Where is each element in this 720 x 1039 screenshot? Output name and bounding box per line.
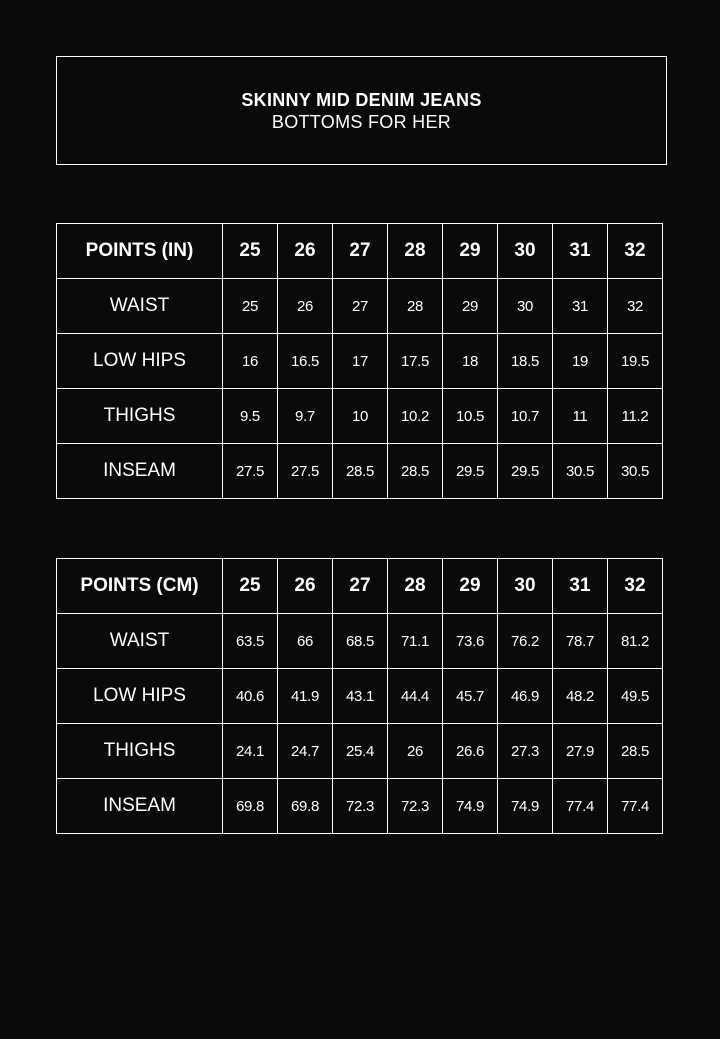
title-box [56,56,667,165]
measurement-value: 10.5 [443,389,498,444]
measurement-value: 69.8 [278,779,333,834]
measurement-value: 18.5 [498,334,553,389]
measurement-value: 28.5 [388,444,443,499]
size-header-cell: 32 [608,559,663,614]
measurement-value: 9.7 [278,389,333,444]
measurement-value: 81.2 [608,614,663,669]
points-header-cell: POINTS (CM) [57,559,223,614]
measurement-label: THIGHS [57,724,223,779]
measurement-value: 66 [278,614,333,669]
measurement-value: 26.6 [443,724,498,779]
measurement-value: 77.4 [553,779,608,834]
measurement-value: 29.5 [498,444,553,499]
measurement-value: 27.3 [498,724,553,779]
measurement-value: 26 [278,279,333,334]
measurement-value: 30 [498,279,553,334]
measurement-value: 25.4 [333,724,388,779]
measurement-value: 16.5 [278,334,333,389]
measurement-value: 46.9 [498,669,553,724]
size-header-cell: 30 [498,224,553,279]
measurement-label: LOW HIPS [57,669,223,724]
table-header-row [57,559,663,614]
measurement-value: 63.5 [223,614,278,669]
measurement-value: 28.5 [333,444,388,499]
measurement-value: 24.1 [223,724,278,779]
measurement-value: 73.6 [443,614,498,669]
measurement-label: INSEAM [57,779,223,834]
measurement-value: 30.5 [608,444,663,499]
product-subtitle: BOTTOMS FOR HER [271,111,452,132]
size-header-cell: 26 [278,559,333,614]
measurement-value: 77.4 [608,779,663,834]
size-header-cell: 25 [223,559,278,614]
size-header-cell: 27 [333,224,388,279]
measurement-value: 41.9 [278,669,333,724]
measurement-label: INSEAM [57,444,223,499]
measurement-value: 29.5 [443,444,498,499]
measurement-value: 24.7 [278,724,333,779]
table-row [57,444,663,499]
measurement-value: 10.2 [388,389,443,444]
measurement-value: 27.5 [223,444,278,499]
measurement-value: 76.2 [498,614,553,669]
size-header-cell: 29 [443,224,498,279]
size-header-cell: 30 [498,559,553,614]
table-row [57,779,663,834]
measurement-value: 29 [443,279,498,334]
measurement-value: 17.5 [388,334,443,389]
measurement-value: 28 [388,279,443,334]
measurement-value: 26 [388,724,443,779]
points-header-cell: POINTS (IN) [57,224,223,279]
measurement-value: 72.3 [388,779,443,834]
table-row [57,279,663,334]
measurement-value: 72.3 [333,779,388,834]
table-row [57,389,663,444]
size-header-cell: 31 [553,224,608,279]
measurement-value: 74.9 [498,779,553,834]
measurement-value: 44.4 [388,669,443,724]
measurement-value: 25 [223,279,278,334]
measurement-value: 68.5 [333,614,388,669]
measurement-value: 32 [608,279,663,334]
size-header-cell: 28 [388,559,443,614]
size-header-cell: 26 [278,224,333,279]
measurement-value: 19 [553,334,608,389]
measurement-label: WAIST [57,614,223,669]
table-row [57,334,663,389]
size-header-cell: 25 [223,224,278,279]
table-row [57,614,663,669]
size-header-cell: 32 [608,224,663,279]
measurement-value: 27 [333,279,388,334]
size-header-cell: 27 [333,559,388,614]
measurement-value: 27.9 [553,724,608,779]
measurement-value: 16 [223,334,278,389]
measurement-value: 45.7 [443,669,498,724]
measurement-value: 18 [443,334,498,389]
size-header-cell: 28 [388,224,443,279]
measurement-value: 19.5 [608,334,663,389]
measurement-value: 28.5 [608,724,663,779]
measurement-value: 30.5 [553,444,608,499]
measurement-value: 40.6 [223,669,278,724]
size-table-inches [56,223,663,499]
measurement-value: 74.9 [443,779,498,834]
measurement-value: 43.1 [333,669,388,724]
measurement-value: 69.8 [223,779,278,834]
product-title: SKINNY MID DENIM JEANS [241,89,482,110]
measurement-value: 11.2 [608,389,663,444]
measurement-value: 71.1 [388,614,443,669]
measurement-value: 9.5 [223,389,278,444]
measurement-value: 78.7 [553,614,608,669]
measurement-value: 11 [553,389,608,444]
measurement-value: 10.7 [498,389,553,444]
measurement-label: WAIST [57,279,223,334]
measurement-value: 27.5 [278,444,333,499]
measurement-value: 17 [333,334,388,389]
table-header-row [57,224,663,279]
measurement-value: 48.2 [553,669,608,724]
measurement-label: LOW HIPS [57,334,223,389]
measurement-value: 31 [553,279,608,334]
measurement-value: 49.5 [608,669,663,724]
size-table-centimeters [56,558,663,834]
size-header-cell: 29 [443,559,498,614]
measurement-value: 10 [333,389,388,444]
table-row [57,669,663,724]
measurement-label: THIGHS [57,389,223,444]
table-row [57,724,663,779]
size-header-cell: 31 [553,559,608,614]
